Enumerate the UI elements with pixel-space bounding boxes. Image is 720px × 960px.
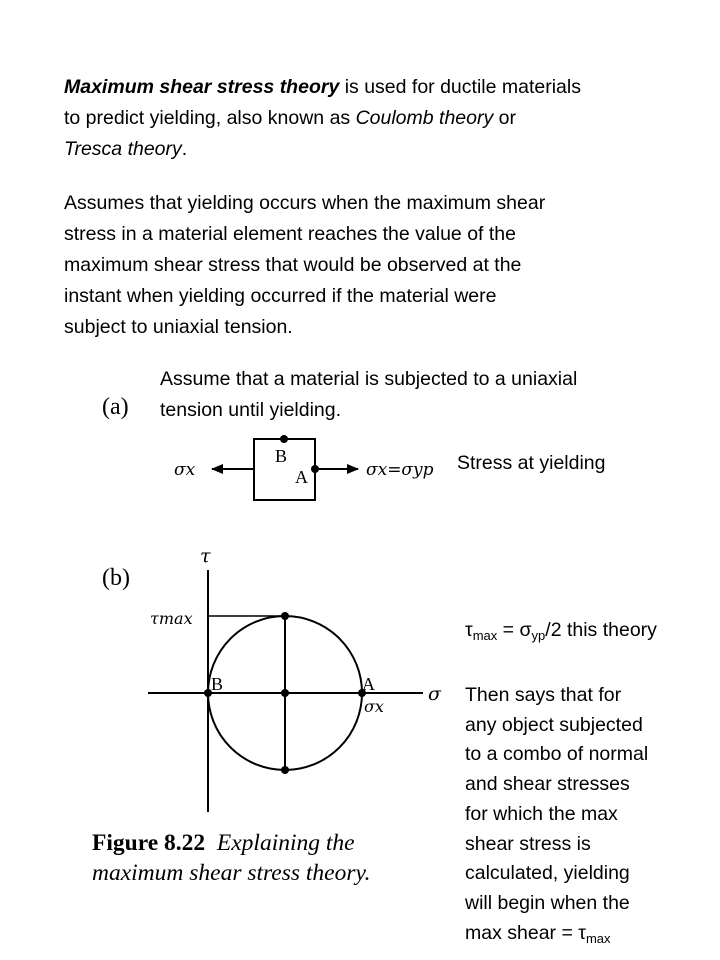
left-stress-label: σx xyxy=(174,460,196,480)
max-subscript: max xyxy=(472,628,498,643)
figure-part-b-label: (b) xyxy=(102,565,130,591)
conclusion-line: any object subjected xyxy=(465,713,643,736)
theory-term: Maximum shear stress theory xyxy=(64,76,340,98)
point-b-label: B xyxy=(275,446,288,466)
tau-max-formula: $\tau_{max} = \sigma_{yp}/2$ this theory xyxy=(465,619,657,643)
assumption-line: stress in a material element reaches the value of the xyxy=(64,223,516,245)
tau-axis-label: τ xyxy=(200,545,211,567)
figure-part-a-label: (a) xyxy=(102,394,129,420)
assumption-line: instant when yielding occurred if the material were xyxy=(64,285,497,307)
conclusion-line: Then says that for xyxy=(465,684,622,706)
figure-title-line-2: maximum shear stress theory. xyxy=(92,860,371,886)
conclusion-line: and shear stresses xyxy=(465,773,630,796)
figure-number: Figure 8.22 xyxy=(92,830,206,856)
tau-symbol: τ xyxy=(465,619,473,641)
yp-subscript: yp xyxy=(531,628,546,643)
intro-line-1: Maximum shear stress theory is used for ductile materials xyxy=(64,76,581,98)
figure-title-line-1: Explaining the xyxy=(216,830,355,856)
uniaxial-element-diagram xyxy=(174,435,434,500)
tresca-term: Tresca theory xyxy=(64,138,182,160)
conclusion-paragraph xyxy=(465,681,648,953)
stress-at-yielding-note: Stress at yielding xyxy=(457,452,606,474)
assumption-line: Assumes that yielding occurs when the maximum shear xyxy=(64,192,546,214)
intro-line-2: to predict yielding, also known as Coulomb theory or xyxy=(64,107,516,129)
sigma-axis-label: σ xyxy=(428,683,441,705)
conclusion-line: calculated, yielding xyxy=(465,862,630,885)
point-b-label: B xyxy=(211,674,224,694)
max-subscript: max xyxy=(585,930,611,946)
intro-line-3: Tresca theory. xyxy=(64,138,188,160)
tau-max-label: τmax xyxy=(150,609,193,628)
assumption-line: subject to uniaxial tension. xyxy=(64,316,293,338)
figure-caption xyxy=(92,828,371,888)
sigma-symbol: σ xyxy=(519,619,532,641)
conclusion-line: will begin when the xyxy=(465,891,630,914)
tau-max-dot xyxy=(281,612,289,620)
conclusion-line: shear stress is xyxy=(465,832,591,855)
conclusion-line: for which the max xyxy=(465,802,618,825)
conclusion-line: max shear = $\tau_{max}$ xyxy=(465,921,611,946)
center-dot xyxy=(281,689,289,697)
right-stress-label: σx=σyp xyxy=(366,460,434,480)
coulomb-term: Coulomb theory xyxy=(355,107,494,129)
assumption-line: maximum shear stress that would be observed at the xyxy=(64,254,522,276)
tau-symbol: τ xyxy=(578,921,586,944)
point-b-dot xyxy=(280,435,288,443)
point-a-label: A xyxy=(362,674,375,694)
conclusion-line: to a combo of normal xyxy=(465,743,649,766)
part-a-line: tension until yielding. xyxy=(160,399,342,421)
point-a-label: A xyxy=(295,467,308,487)
part-a-line: Assume that a material is subjected to a uniaxial xyxy=(160,368,578,390)
sigma-x-label: σx xyxy=(364,697,384,716)
mohr-circle-diagram xyxy=(148,545,442,812)
tau-min-dot xyxy=(281,766,289,774)
